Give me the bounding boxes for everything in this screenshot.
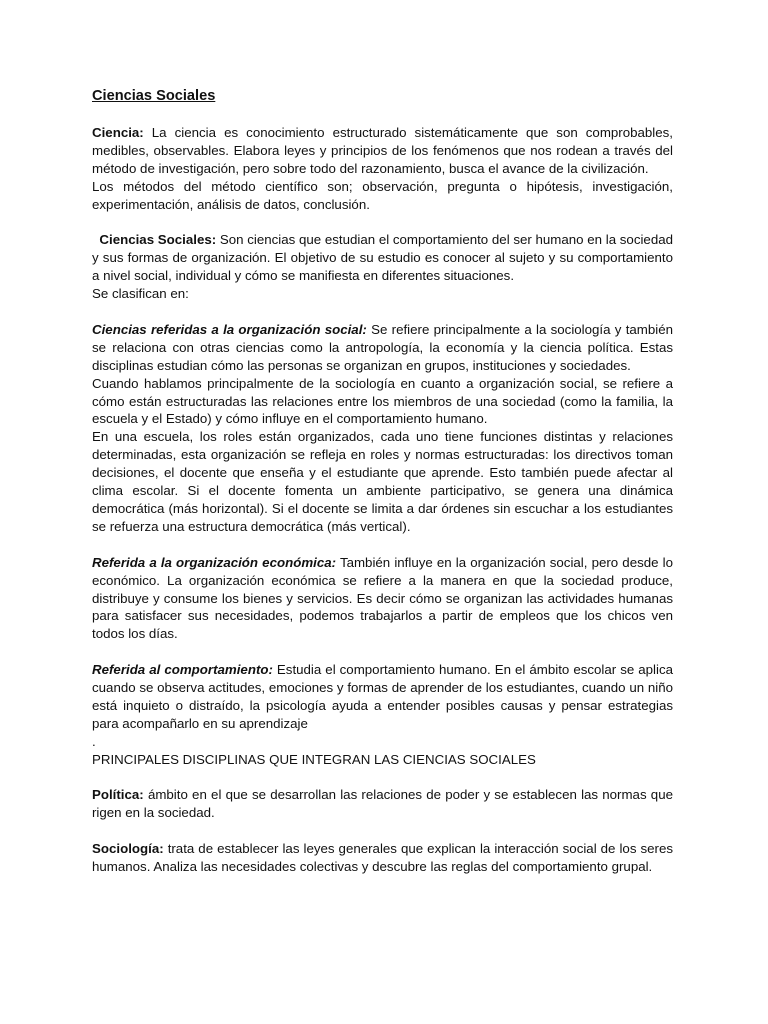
metodos-paragraph: Los métodos del método científico son; observación, pregunta o hipótesis, investigación, experimentación, análisis de datos, conclusión.	[92, 178, 673, 212]
organizacion-social-term: Ciencias referidas a la organización social:	[92, 321, 367, 337]
document-title: Ciencias Sociales	[92, 88, 216, 104]
ciencias-sociales-paragraph	[92, 231, 673, 285]
politica-term: Política:	[92, 787, 144, 803]
comportamiento-text: Estudia el comportamiento humano. En el ámbito escolar se aplica cuando se observa actitudes, emociones y formas de aprender de los estudiantes, cuando un niño está inquieto o distraído, la psicología ayuda a entender posibles causas y pensar estrategias para acompañarlo en su aprendizaje	[92, 662, 673, 731]
ciencia-text: La ciencia es conocimiento estructurado sistemáticamente que son comprobables, medibles, observables. Elabora leyes y principios de los fenómenos que nos rodean a través del método de investigación, pero sobre todo del razonamiento, busca el avance de la civilización.	[92, 125, 673, 176]
politica-paragraph	[92, 786, 673, 822]
comportamiento-paragraph	[92, 661, 673, 733]
clasifican-line: Se clasifican en:	[92, 286, 189, 302]
stray-dot: .	[92, 733, 96, 749]
organizacion-economica-paragraph	[92, 554, 673, 644]
comportamiento-term: Referida al comportamiento:	[92, 662, 273, 678]
document-page	[92, 86, 673, 876]
organizacion-social-text: Se refiere principalmente a la sociología y también se relaciona con otras ciencias como la antropología, la economía y la ciencia política. Estas disciplinas estudian cómo las personas se organizan en grupos, instituciones y sociedades.	[92, 321, 673, 373]
organizacion-economica-term: Referida a la organización económica:	[92, 554, 337, 570]
politica-text: ámbito en el que se desarrollan las relaciones de poder y se establecen las normas que rigen en la sociedad.	[92, 787, 673, 821]
escuela-paragraph: En una escuela, los roles están organizados, cada uno tiene funciones distintas y relaciones determinadas, esta organización se refleja en roles y normas estructuradas: los directivos toman decisiones, el docente que enseña y el estudiante que aprende. Esto también puede afectar al clima escolar. Si el docente fomenta un ambiente participativo, se genera una dinámica democrática (más horizontal). Si el docente se limita a dar órdenes sin escuchar a los estudiantes se refuerza una estructura democrática (más vertical).	[92, 429, 673, 534]
sociologia-organizacion-paragraph: Cuando hablamos principalmente de la sociología en cuanto a organización social, se refiere a cómo están estructuradas las relaciones entre los miembros de una sociedad (como la familia, la escuela y el Estado) y cómo influye en el comportamiento humano.	[92, 375, 673, 427]
ciencias-sociales-term: Ciencias Sociales:	[99, 232, 217, 248]
ciencia-paragraph	[92, 124, 673, 178]
ciencias-sociales-text: Son ciencias que estudian el comportamiento del ser humano en la sociedad y sus formas de organización. El objetivo de su estudio es conocer al sujeto y su comportamiento a nivel social, individual y cómo se manifiesta en diferentes situaciones.	[92, 232, 674, 284]
sociologia-paragraph	[92, 840, 673, 876]
ciencia-term: Ciencia:	[92, 125, 144, 140]
sociologia-term: Sociología:	[92, 841, 164, 857]
sociologia-text: trata de establecer las leyes generales que explican la interacción social de los seres humanos. Analiza las necesidades colectivas y descubre las reglas del comportamiento grupal.	[92, 841, 673, 875]
organizacion-economica-text: También influye en la organización social, pero desde lo económico. La organización económica se refiere a la manera en que la sociedad produce, distribuye y consume los bienes y servicios. Es decir cómo se organizan las actividades humanas para satisfacer sus necesidades, podemos trabajarlos a partir de empleos que los chicos ven todos los días.	[92, 554, 673, 642]
organizacion-social-paragraph	[92, 321, 673, 375]
disciplinas-heading: PRINCIPALES DISCIPLINAS QUE INTEGRAN LAS CIENCIAS SOCIALES	[92, 751, 536, 767]
